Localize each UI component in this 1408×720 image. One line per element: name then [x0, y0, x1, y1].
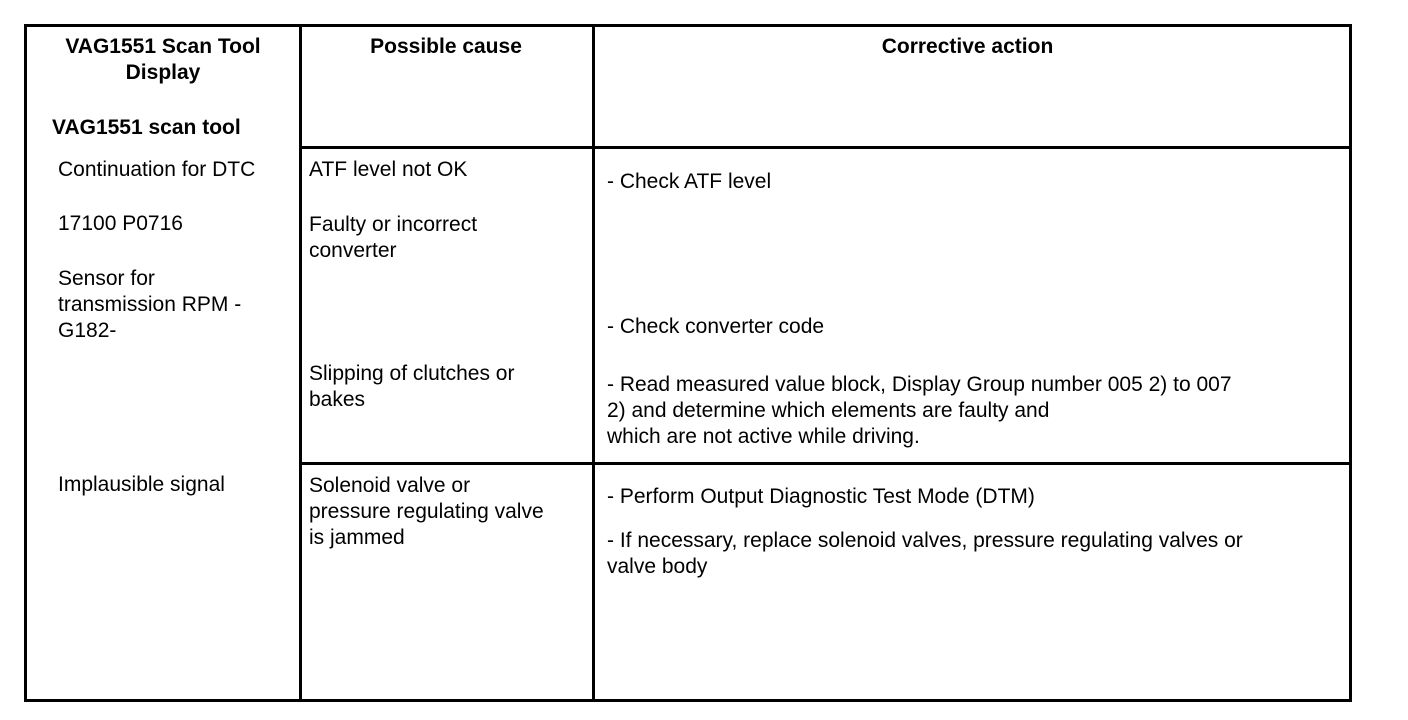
header-corrective-action: Corrective action — [881, 35, 1054, 58]
header-possible-cause: Possible cause — [370, 35, 522, 58]
cause-atf-level: ATF level not OK — [309, 158, 468, 181]
cause-slipping-line1: Slipping of clutches or — [309, 362, 515, 385]
action-read-line3: which are not active while driving. — [607, 425, 920, 448]
action-read-line1: - Read measured value block, Display Group number 005 2) to 007 — [607, 373, 1232, 396]
cause-slipping-line2: bakes — [309, 388, 366, 411]
action-check-converter: - Check converter code — [607, 315, 825, 338]
action-replace-line2: valve body — [607, 555, 708, 578]
display-implausible-signal: Implausible signal — [58, 473, 225, 496]
cause-solenoid-line1: Solenoid valve or — [309, 474, 471, 497]
display-dtc-code: 17100 P0716 — [58, 212, 183, 235]
header-row-divider — [299, 146, 1352, 149]
display-sensor-line2: transmission RPM - — [58, 293, 242, 316]
header-col1-line2: Display — [125, 61, 201, 84]
action-read-line2: 2) and determine which elements are faulty and — [607, 399, 1050, 422]
action-replace-line1: - If necessary, replace solenoid valves, pressure regulating valves or — [607, 529, 1243, 552]
cause-converter-line2: converter — [309, 239, 397, 262]
cause-solenoid-line2: pressure regulating valve — [309, 500, 544, 523]
display-continuation: Continuation for DTC — [58, 158, 256, 181]
display-sensor-line3: G182- — [58, 319, 117, 342]
row-divider — [299, 462, 1352, 465]
display-sensor-line1: Sensor for — [58, 267, 155, 290]
action-check-atf: - Check ATF level — [607, 170, 772, 193]
column-divider-2 — [592, 24, 595, 702]
cause-solenoid-line3: is jammed — [309, 526, 405, 549]
header-col1-line1: VAG1551 Scan Tool — [65, 35, 261, 58]
action-perform-dtm: - Perform Output Diagnostic Test Mode (DTM) — [607, 485, 1035, 508]
cause-converter-line1: Faulty or incorrect — [309, 213, 478, 236]
column-divider-1 — [299, 24, 302, 702]
header-col1-subtitle: VAG1551 scan tool — [52, 116, 241, 139]
